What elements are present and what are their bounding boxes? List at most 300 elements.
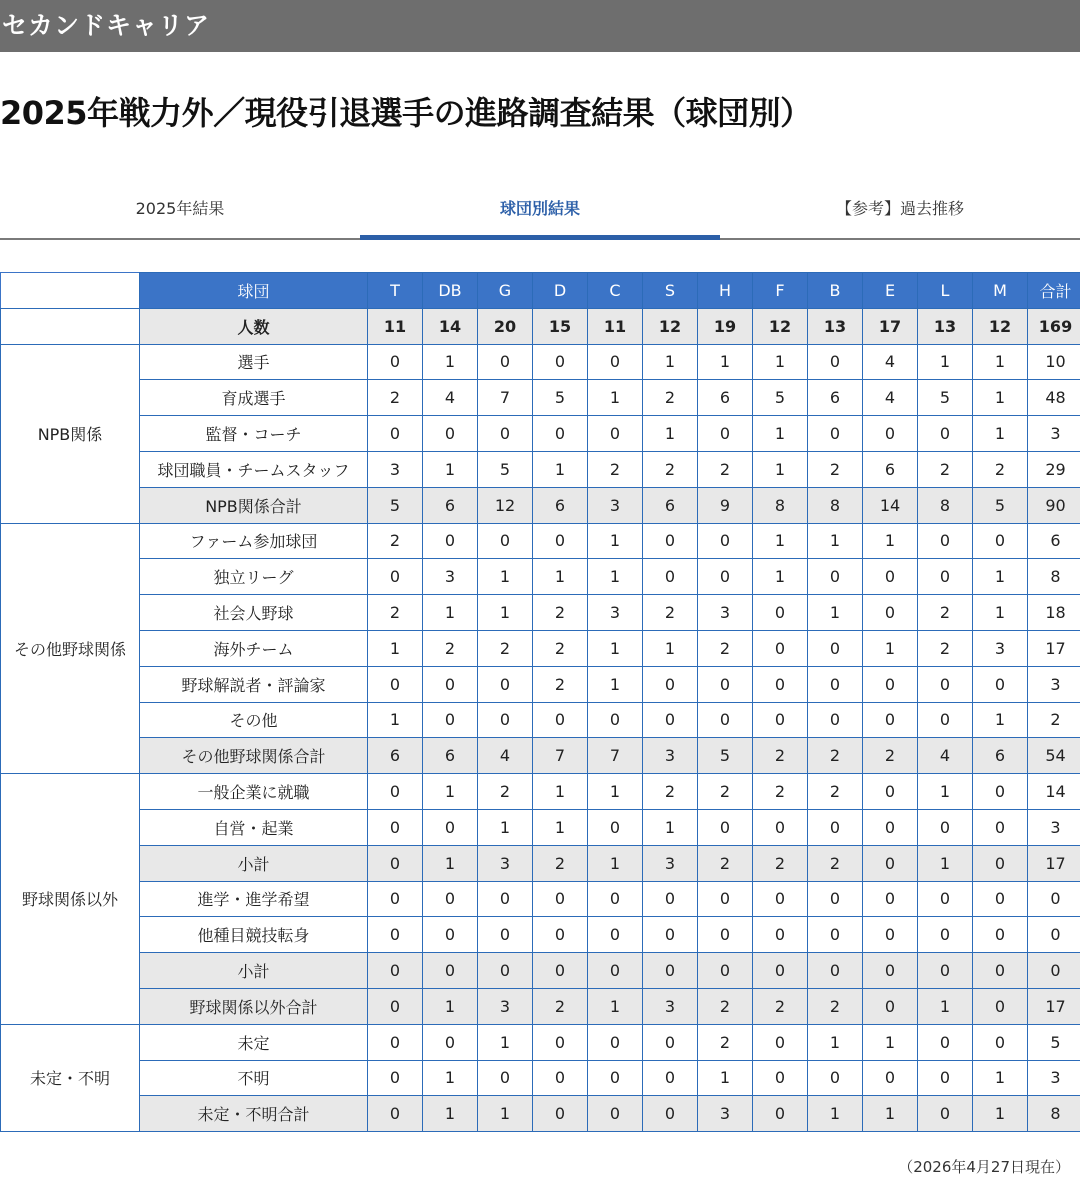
value-cell: 2	[423, 630, 478, 666]
row-label: その他	[140, 702, 368, 738]
value-cell: 2	[808, 845, 863, 881]
header-team-m: M	[973, 273, 1028, 309]
count-cell: 17	[863, 308, 918, 344]
value-cell: 0	[643, 881, 698, 917]
value-cell: 1	[588, 559, 643, 595]
value-cell: 0	[753, 1096, 808, 1132]
value-cell: 0	[478, 917, 533, 953]
value-cell: 0	[643, 1024, 698, 1060]
tab-past-trends[interactable]: 【参考】過去推移	[835, 199, 964, 218]
value-cell: 0	[533, 917, 588, 953]
value-cell: 2	[478, 774, 533, 810]
value-cell: 0	[753, 702, 808, 738]
value-cell: 1	[478, 1024, 533, 1060]
value-cell: 0	[478, 702, 533, 738]
row-label: 小計	[140, 845, 368, 881]
tab-team-results[interactable]: 球団別結果	[360, 186, 720, 238]
row-label: 自営・起業	[140, 809, 368, 845]
value-cell: 8	[1028, 559, 1080, 595]
value-cell: 1	[918, 344, 973, 380]
header-team-s: S	[643, 273, 698, 309]
value-cell: 0	[478, 416, 533, 452]
value-cell: 0	[918, 1096, 973, 1132]
value-cell: 0	[863, 881, 918, 917]
value-cell: 1	[643, 809, 698, 845]
page-title: 2025年戦力外／現役引退選手の進路調査結果（球団別）	[0, 94, 812, 132]
value-cell: 0	[863, 1060, 918, 1096]
group-label: その他野球関係	[1, 523, 140, 774]
value-cell: 0	[973, 881, 1028, 917]
value-cell: 0	[753, 809, 808, 845]
value-cell: 0	[918, 881, 973, 917]
value-cell: 2	[368, 523, 423, 559]
value-cell: 5	[478, 451, 533, 487]
value-cell: 1	[588, 523, 643, 559]
value-cell: 0	[478, 666, 533, 702]
value-cell: 2	[753, 738, 808, 774]
value-cell: 2	[808, 774, 863, 810]
value-cell: 6	[423, 487, 478, 523]
row-label: 独立リーグ	[140, 559, 368, 595]
value-cell: 4	[478, 738, 533, 774]
value-cell: 1	[863, 1024, 918, 1060]
value-cell: 3	[973, 630, 1028, 666]
value-cell: 2	[1028, 702, 1080, 738]
value-cell: 1	[533, 559, 588, 595]
value-cell: 0	[368, 1024, 423, 1060]
value-cell: 10	[1028, 344, 1080, 380]
value-cell: 0	[973, 917, 1028, 953]
value-cell: 0	[808, 559, 863, 595]
value-cell: 0	[918, 416, 973, 452]
value-cell: 0	[643, 523, 698, 559]
row-label: 海外チーム	[140, 630, 368, 666]
value-cell: 0	[368, 953, 423, 989]
value-cell: 1	[533, 809, 588, 845]
value-cell: 0	[808, 416, 863, 452]
count-cell: 13	[808, 308, 863, 344]
value-cell: 0	[423, 523, 478, 559]
value-cell: 0	[478, 953, 533, 989]
value-cell: 0	[753, 1060, 808, 1096]
value-cell: 1	[973, 380, 1028, 416]
value-cell: 0	[368, 666, 423, 702]
value-cell: 29	[1028, 451, 1080, 487]
value-cell: 6	[368, 738, 423, 774]
table-row	[1, 523, 1080, 559]
count-cell: 12	[643, 308, 698, 344]
brand-title: セカンドキャリア	[2, 11, 211, 40]
value-cell: 1	[423, 845, 478, 881]
table-row	[1, 988, 1080, 1024]
value-cell: 1	[423, 1060, 478, 1096]
count-cell: 169	[1028, 308, 1080, 344]
value-cell: 1	[753, 523, 808, 559]
value-cell: 2	[643, 380, 698, 416]
value-cell: 1	[973, 344, 1028, 380]
group-label: 野球関係以外	[1, 774, 140, 1025]
table-row	[1, 917, 1080, 953]
count-cell: 14	[423, 308, 478, 344]
value-cell: 0	[698, 523, 753, 559]
value-cell: 2	[643, 774, 698, 810]
value-cell: 6	[863, 451, 918, 487]
value-cell: 0	[533, 953, 588, 989]
value-cell: 0	[533, 881, 588, 917]
value-cell: 1	[808, 595, 863, 631]
value-cell: 7	[533, 738, 588, 774]
value-cell: 0	[478, 1060, 533, 1096]
value-cell: 1	[478, 595, 533, 631]
table-row	[1, 666, 1080, 702]
count-cell: 13	[918, 308, 973, 344]
value-cell: 0	[863, 774, 918, 810]
value-cell: 1	[423, 988, 478, 1024]
value-cell: 6	[698, 380, 753, 416]
table-row	[1, 845, 1080, 881]
value-cell: 2	[918, 595, 973, 631]
row-label: 育成選手	[140, 380, 368, 416]
value-cell: 2	[918, 630, 973, 666]
value-cell: 1	[533, 451, 588, 487]
value-cell: 1	[863, 630, 918, 666]
value-cell: 0	[808, 917, 863, 953]
value-cell: 0	[368, 881, 423, 917]
value-cell: 0	[368, 1060, 423, 1096]
value-cell: 3	[643, 845, 698, 881]
row-label: 野球解説者・評論家	[140, 666, 368, 702]
header-team-label: 球団	[140, 273, 368, 309]
value-cell: 0	[698, 953, 753, 989]
value-cell: 0	[973, 666, 1028, 702]
table-header-row	[1, 273, 1080, 309]
value-cell: 3	[423, 559, 478, 595]
value-cell: 0	[643, 1096, 698, 1132]
value-cell: 3	[1028, 809, 1080, 845]
value-cell: 0	[368, 774, 423, 810]
value-cell: 1	[918, 845, 973, 881]
value-cell: 1	[588, 774, 643, 810]
value-cell: 0	[478, 344, 533, 380]
header-team-b: B	[808, 273, 863, 309]
table-row	[1, 630, 1080, 666]
value-cell: 7	[588, 738, 643, 774]
value-cell: 0	[1028, 917, 1080, 953]
value-cell: 4	[918, 738, 973, 774]
table-row	[1, 702, 1080, 738]
group-label: 未定・不明	[1, 1024, 140, 1131]
value-cell: 2	[753, 988, 808, 1024]
value-cell: 0	[368, 1096, 423, 1132]
value-cell: 17	[1028, 988, 1080, 1024]
value-cell: 8	[808, 487, 863, 523]
as-of-date: （2026年4月27日現在）	[898, 1158, 1070, 1176]
value-cell: 4	[423, 380, 478, 416]
value-cell: 6	[973, 738, 1028, 774]
value-cell: 5	[533, 380, 588, 416]
value-cell: 0	[698, 809, 753, 845]
value-cell: 5	[1028, 1024, 1080, 1060]
value-cell: 8	[918, 487, 973, 523]
value-cell: 0	[753, 953, 808, 989]
header-team-g: G	[478, 273, 533, 309]
value-cell: 0	[863, 845, 918, 881]
value-cell: 0	[973, 523, 1028, 559]
table-row	[1, 1060, 1080, 1096]
value-cell: 0	[973, 1024, 1028, 1060]
value-cell: 3	[1028, 666, 1080, 702]
value-cell: 0	[1028, 953, 1080, 989]
value-cell: 6	[808, 380, 863, 416]
table-row	[1, 451, 1080, 487]
value-cell: 0	[973, 988, 1028, 1024]
value-cell: 17	[1028, 845, 1080, 881]
row-label: 未定	[140, 1024, 368, 1060]
value-cell: 0	[808, 809, 863, 845]
value-cell: 1	[423, 451, 478, 487]
value-cell: 0	[533, 1096, 588, 1132]
value-cell: 0	[918, 953, 973, 989]
header-team-e: E	[863, 273, 918, 309]
value-cell: 0	[588, 953, 643, 989]
value-cell: 0	[973, 809, 1028, 845]
value-cell: 0	[368, 988, 423, 1024]
value-cell: 0	[588, 1060, 643, 1096]
value-cell: 1	[478, 559, 533, 595]
value-cell: 3	[643, 738, 698, 774]
value-cell: 1	[533, 774, 588, 810]
value-cell: 0	[588, 702, 643, 738]
value-cell: 2	[808, 451, 863, 487]
value-cell: 0	[698, 666, 753, 702]
count-cell: 19	[698, 308, 753, 344]
row-label: 進学・進学希望	[140, 881, 368, 917]
value-cell: 0	[973, 774, 1028, 810]
value-cell: 1	[698, 344, 753, 380]
header-team-d: D	[533, 273, 588, 309]
count-row-blank	[1, 308, 140, 344]
value-cell: 0	[698, 702, 753, 738]
value-cell: 3	[588, 487, 643, 523]
value-cell: 0	[698, 881, 753, 917]
value-cell: 0	[698, 917, 753, 953]
value-cell: 2	[368, 380, 423, 416]
value-cell: 0	[863, 953, 918, 989]
value-cell: 4	[863, 344, 918, 380]
value-cell: 0	[533, 1024, 588, 1060]
value-cell: 0	[423, 953, 478, 989]
value-cell: 6	[423, 738, 478, 774]
value-cell: 2	[808, 988, 863, 1024]
value-cell: 1	[423, 1096, 478, 1132]
value-cell: 12	[478, 487, 533, 523]
group-label: NPB関係	[1, 344, 140, 523]
value-cell: 0	[423, 666, 478, 702]
value-cell: 1	[973, 416, 1028, 452]
value-cell: 0	[368, 917, 423, 953]
value-cell: 1	[698, 1060, 753, 1096]
value-cell: 0	[808, 630, 863, 666]
value-cell: 0	[918, 666, 973, 702]
value-cell: 54	[1028, 738, 1080, 774]
value-cell: 1	[368, 702, 423, 738]
header-team-t: T	[368, 273, 423, 309]
value-cell: 2	[863, 738, 918, 774]
value-cell: 0	[863, 559, 918, 595]
count-cell: 11	[368, 308, 423, 344]
value-cell: 1	[973, 1096, 1028, 1132]
value-cell: 0	[863, 595, 918, 631]
value-cell: 3	[698, 595, 753, 631]
value-cell: 4	[863, 380, 918, 416]
value-cell: 1	[863, 523, 918, 559]
value-cell: 1	[588, 666, 643, 702]
table-row	[1, 559, 1080, 595]
value-cell: 0	[643, 953, 698, 989]
value-cell: 2	[588, 451, 643, 487]
value-cell: 0	[808, 881, 863, 917]
value-cell: 2	[533, 666, 588, 702]
value-cell: 0	[808, 666, 863, 702]
tab-2025-results[interactable]: 2025年結果	[135, 199, 225, 218]
value-cell: 1	[753, 451, 808, 487]
value-cell: 1	[478, 1096, 533, 1132]
value-cell: 1	[973, 559, 1028, 595]
value-cell: 0	[588, 416, 643, 452]
value-cell: 1	[478, 809, 533, 845]
value-cell: 1	[918, 774, 973, 810]
value-cell: 0	[918, 523, 973, 559]
value-cell: 5	[368, 487, 423, 523]
value-cell: 0	[918, 559, 973, 595]
value-cell: 0	[808, 702, 863, 738]
header-team-l: L	[918, 273, 973, 309]
value-cell: 0	[588, 1024, 643, 1060]
value-cell: 0	[1028, 881, 1080, 917]
value-cell: 0	[643, 917, 698, 953]
value-cell: 0	[533, 1060, 588, 1096]
value-cell: 1	[973, 595, 1028, 631]
value-cell: 0	[588, 1096, 643, 1132]
value-cell: 0	[863, 666, 918, 702]
value-cell: 5	[753, 380, 808, 416]
value-cell: 6	[533, 487, 588, 523]
value-cell: 1	[423, 595, 478, 631]
table-body	[1, 308, 1080, 1131]
value-cell: 2	[643, 595, 698, 631]
value-cell: 0	[753, 666, 808, 702]
header-team-c: C	[588, 273, 643, 309]
value-cell: 1	[588, 630, 643, 666]
header-team-h: H	[698, 273, 753, 309]
value-cell: 2	[533, 988, 588, 1024]
value-cell: 0	[863, 702, 918, 738]
value-cell: 3	[368, 451, 423, 487]
value-cell: 0	[368, 559, 423, 595]
value-cell: 2	[698, 774, 753, 810]
table-row	[1, 881, 1080, 917]
value-cell: 0	[533, 523, 588, 559]
value-cell: 0	[808, 953, 863, 989]
value-cell: 0	[918, 809, 973, 845]
row-label: その他野球関係合計	[140, 738, 368, 774]
row-label: 他種目競技転身	[140, 917, 368, 953]
row-label: 監督・コーチ	[140, 416, 368, 452]
value-cell: 0	[368, 809, 423, 845]
table-row	[1, 344, 1080, 380]
header-corner	[1, 273, 140, 309]
value-cell: 0	[863, 416, 918, 452]
value-cell: 0	[698, 559, 753, 595]
count-row	[1, 308, 1080, 344]
value-cell: 0	[973, 953, 1028, 989]
value-cell: 2	[698, 845, 753, 881]
value-cell: 3	[1028, 416, 1080, 452]
value-cell: 48	[1028, 380, 1080, 416]
value-cell: 2	[973, 451, 1028, 487]
tab-bar	[0, 186, 1080, 240]
value-cell: 1	[643, 416, 698, 452]
value-cell: 18	[1028, 595, 1080, 631]
value-cell: 2	[533, 630, 588, 666]
value-cell: 2	[533, 595, 588, 631]
value-cell: 9	[698, 487, 753, 523]
value-cell: 0	[753, 917, 808, 953]
table-row	[1, 487, 1080, 523]
value-cell: 0	[423, 809, 478, 845]
value-cell: 0	[533, 416, 588, 452]
value-cell: 2	[808, 738, 863, 774]
value-cell: 2	[533, 845, 588, 881]
value-cell: 0	[588, 881, 643, 917]
table-row	[1, 416, 1080, 452]
value-cell: 1	[973, 1060, 1028, 1096]
value-cell: 1	[753, 559, 808, 595]
value-cell: 1	[753, 416, 808, 452]
value-cell: 0	[423, 1024, 478, 1060]
count-cell: 20	[478, 308, 533, 344]
value-cell: 0	[918, 917, 973, 953]
value-cell: 1	[643, 630, 698, 666]
row-label: 選手	[140, 344, 368, 380]
value-cell: 0	[973, 845, 1028, 881]
value-cell: 5	[973, 487, 1028, 523]
value-cell: 6	[1028, 523, 1080, 559]
value-cell: 0	[643, 559, 698, 595]
value-cell: 0	[753, 630, 808, 666]
value-cell: 0	[753, 1024, 808, 1060]
value-cell: 0	[918, 1060, 973, 1096]
value-cell: 0	[368, 344, 423, 380]
value-cell: 0	[423, 702, 478, 738]
row-label: 未定・不明合計	[140, 1096, 368, 1132]
row-label: 一般企業に就職	[140, 774, 368, 810]
value-cell: 0	[863, 988, 918, 1024]
value-cell: 1	[863, 1096, 918, 1132]
header-total: 合計	[1028, 273, 1080, 309]
count-cell: 11	[588, 308, 643, 344]
value-cell: 0	[643, 702, 698, 738]
value-cell: 0	[588, 809, 643, 845]
value-cell: 1	[808, 523, 863, 559]
value-cell: 1	[973, 702, 1028, 738]
row-label: ファーム参加球団	[140, 523, 368, 559]
value-cell: 0	[863, 809, 918, 845]
value-cell: 1	[808, 1096, 863, 1132]
value-cell: 2	[698, 1024, 753, 1060]
value-cell: 0	[478, 523, 533, 559]
value-cell: 90	[1028, 487, 1080, 523]
